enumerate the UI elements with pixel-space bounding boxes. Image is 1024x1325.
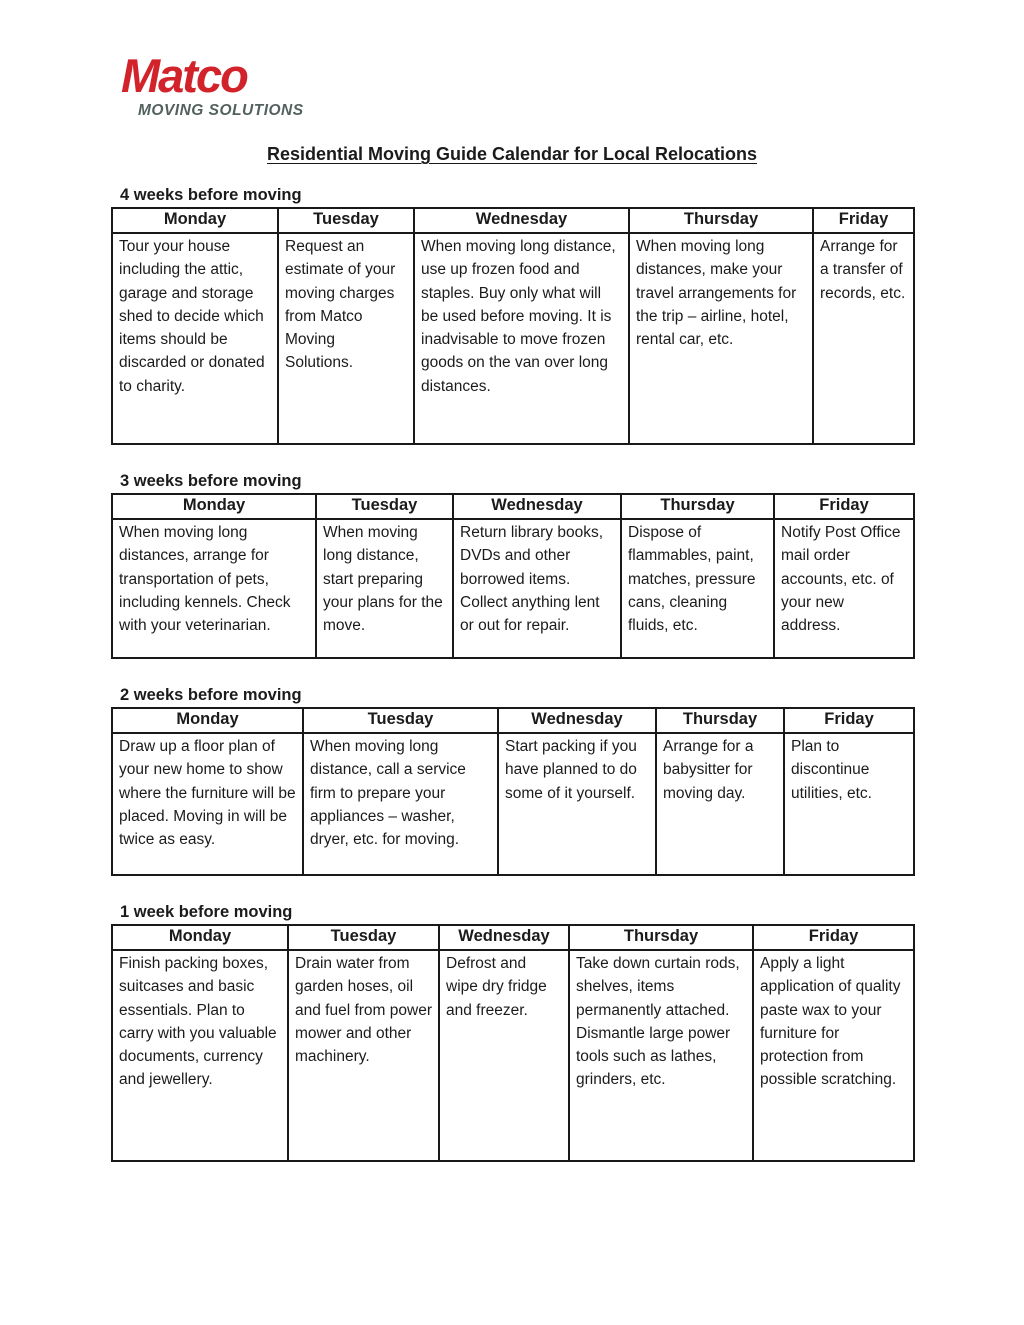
task-cell-monday: When moving long distances, arrange for transportation of pets, including kennels. Check with your veterinarian. xyxy=(112,519,316,658)
task-row xyxy=(112,233,914,444)
day-header-row xyxy=(112,494,914,519)
task-cell-wednesday: When moving long distance, use up frozen food and staples. Buy only what will be used before moving. It is inadvisable to move frozen goods on the van over long distances. xyxy=(414,233,629,444)
day-header-tuesday: Tuesday xyxy=(288,925,439,950)
task-row xyxy=(112,733,914,875)
logo xyxy=(0,0,1024,120)
task-cell-wednesday: Start packing if you have planned to do some of it yourself. xyxy=(498,733,656,875)
task-cell-monday: Tour your house including the attic, garage and storage shed to decide which items should be discarded or donated to charity. xyxy=(112,233,278,444)
day-header-thursday: Thursday xyxy=(629,208,813,233)
task-cell-monday: Draw up a floor plan of your new home to show where the furniture will be placed. Moving in will be twice as easy. xyxy=(112,733,303,875)
section-heading-3-weeks: 3 weeks before moving xyxy=(120,472,302,490)
task-cell-thursday: Take down curtain rods, shelves, items permanently attached. Dismantle large power tools such as lathes, grinders, etc. xyxy=(569,950,753,1161)
day-header-friday: Friday xyxy=(813,208,914,233)
day-header-friday: Friday xyxy=(753,925,914,950)
task-cell-wednesday: Return library books, DVDs and other borrowed items. Collect anything lent or out for repair. xyxy=(453,519,621,658)
task-cell-tuesday: When moving long distance, start preparing your plans for the move. xyxy=(316,519,453,658)
section-heading-2-weeks: 2 weeks before moving xyxy=(120,686,302,704)
day-header-thursday: Thursday xyxy=(569,925,753,950)
task-cell-thursday: When moving long distances, make your travel arrangements for the trip – airline, hotel, rental car, etc. xyxy=(629,233,813,444)
section-heading-1-week: 1 week before moving xyxy=(120,903,293,921)
day-header-thursday: Thursday xyxy=(621,494,774,519)
day-header-tuesday: Tuesday xyxy=(316,494,453,519)
day-header-thursday: Thursday xyxy=(656,708,784,733)
calendar-table-4-weeks xyxy=(111,207,915,445)
task-cell-tuesday: Drain water from garden hoses, oil and fuel from power mower and other machinery. xyxy=(288,950,439,1161)
page-title: Residential Moving Guide Calendar for Local Relocations xyxy=(266,144,758,164)
day-header-row xyxy=(112,708,914,733)
logo-tagline-text: MOVING SOLUTIONS xyxy=(138,102,304,119)
task-cell-friday: Plan to discontinue utilities, etc. xyxy=(784,733,914,875)
day-header-wednesday: Wednesday xyxy=(453,494,621,519)
calendar-table-2-weeks xyxy=(111,707,915,876)
task-row xyxy=(112,950,914,1161)
day-header-wednesday: Wednesday xyxy=(498,708,656,733)
calendar-table-1-week xyxy=(111,924,915,1162)
day-header-friday: Friday xyxy=(774,494,914,519)
task-cell-wednesday: Defrost and wipe dry fridge and freezer. xyxy=(439,950,569,1161)
task-cell-thursday: Dispose of flammables, paint, matches, pressure cans, cleaning fluids, etc. xyxy=(621,519,774,658)
day-header-wednesday: Wednesday xyxy=(414,208,629,233)
section-heading-4-weeks: 4 weeks before moving xyxy=(120,186,302,204)
task-cell-tuesday: When moving long distance, call a service firm to prepare your appliances – washer, dryer, etc. for moving. xyxy=(303,733,498,875)
day-header-tuesday: Tuesday xyxy=(303,708,498,733)
task-cell-thursday: Arrange for a babysitter for moving day. xyxy=(656,733,784,875)
calendar-table-3-weeks xyxy=(111,493,915,659)
task-cell-monday: Finish packing boxes, suitcases and basic essentials. Plan to carry with you valuable documents, currency and jewellery. xyxy=(112,950,288,1161)
day-header-row xyxy=(112,925,914,950)
day-header-monday: Monday xyxy=(112,708,303,733)
day-header-row xyxy=(112,208,914,233)
day-header-wednesday: Wednesday xyxy=(439,925,569,950)
task-row xyxy=(112,519,914,658)
task-cell-friday: Notify Post Office mail order accounts, etc. of your new address. xyxy=(774,519,914,658)
day-header-tuesday: Tuesday xyxy=(278,208,414,233)
task-cell-tuesday: Request an estimate of your moving charges from Matco Moving Solutions. xyxy=(278,233,414,444)
task-cell-friday: Apply a light application of quality paste wax to your furniture for protection from possible scratching. xyxy=(753,950,914,1161)
task-cell-friday: Arrange for a transfer of records, etc. xyxy=(813,233,914,444)
day-header-monday: Monday xyxy=(112,925,288,950)
logo-brand-text: Matco xyxy=(121,49,247,102)
day-header-monday: Monday xyxy=(112,208,278,233)
day-header-friday: Friday xyxy=(784,708,914,733)
day-header-monday: Monday xyxy=(112,494,316,519)
